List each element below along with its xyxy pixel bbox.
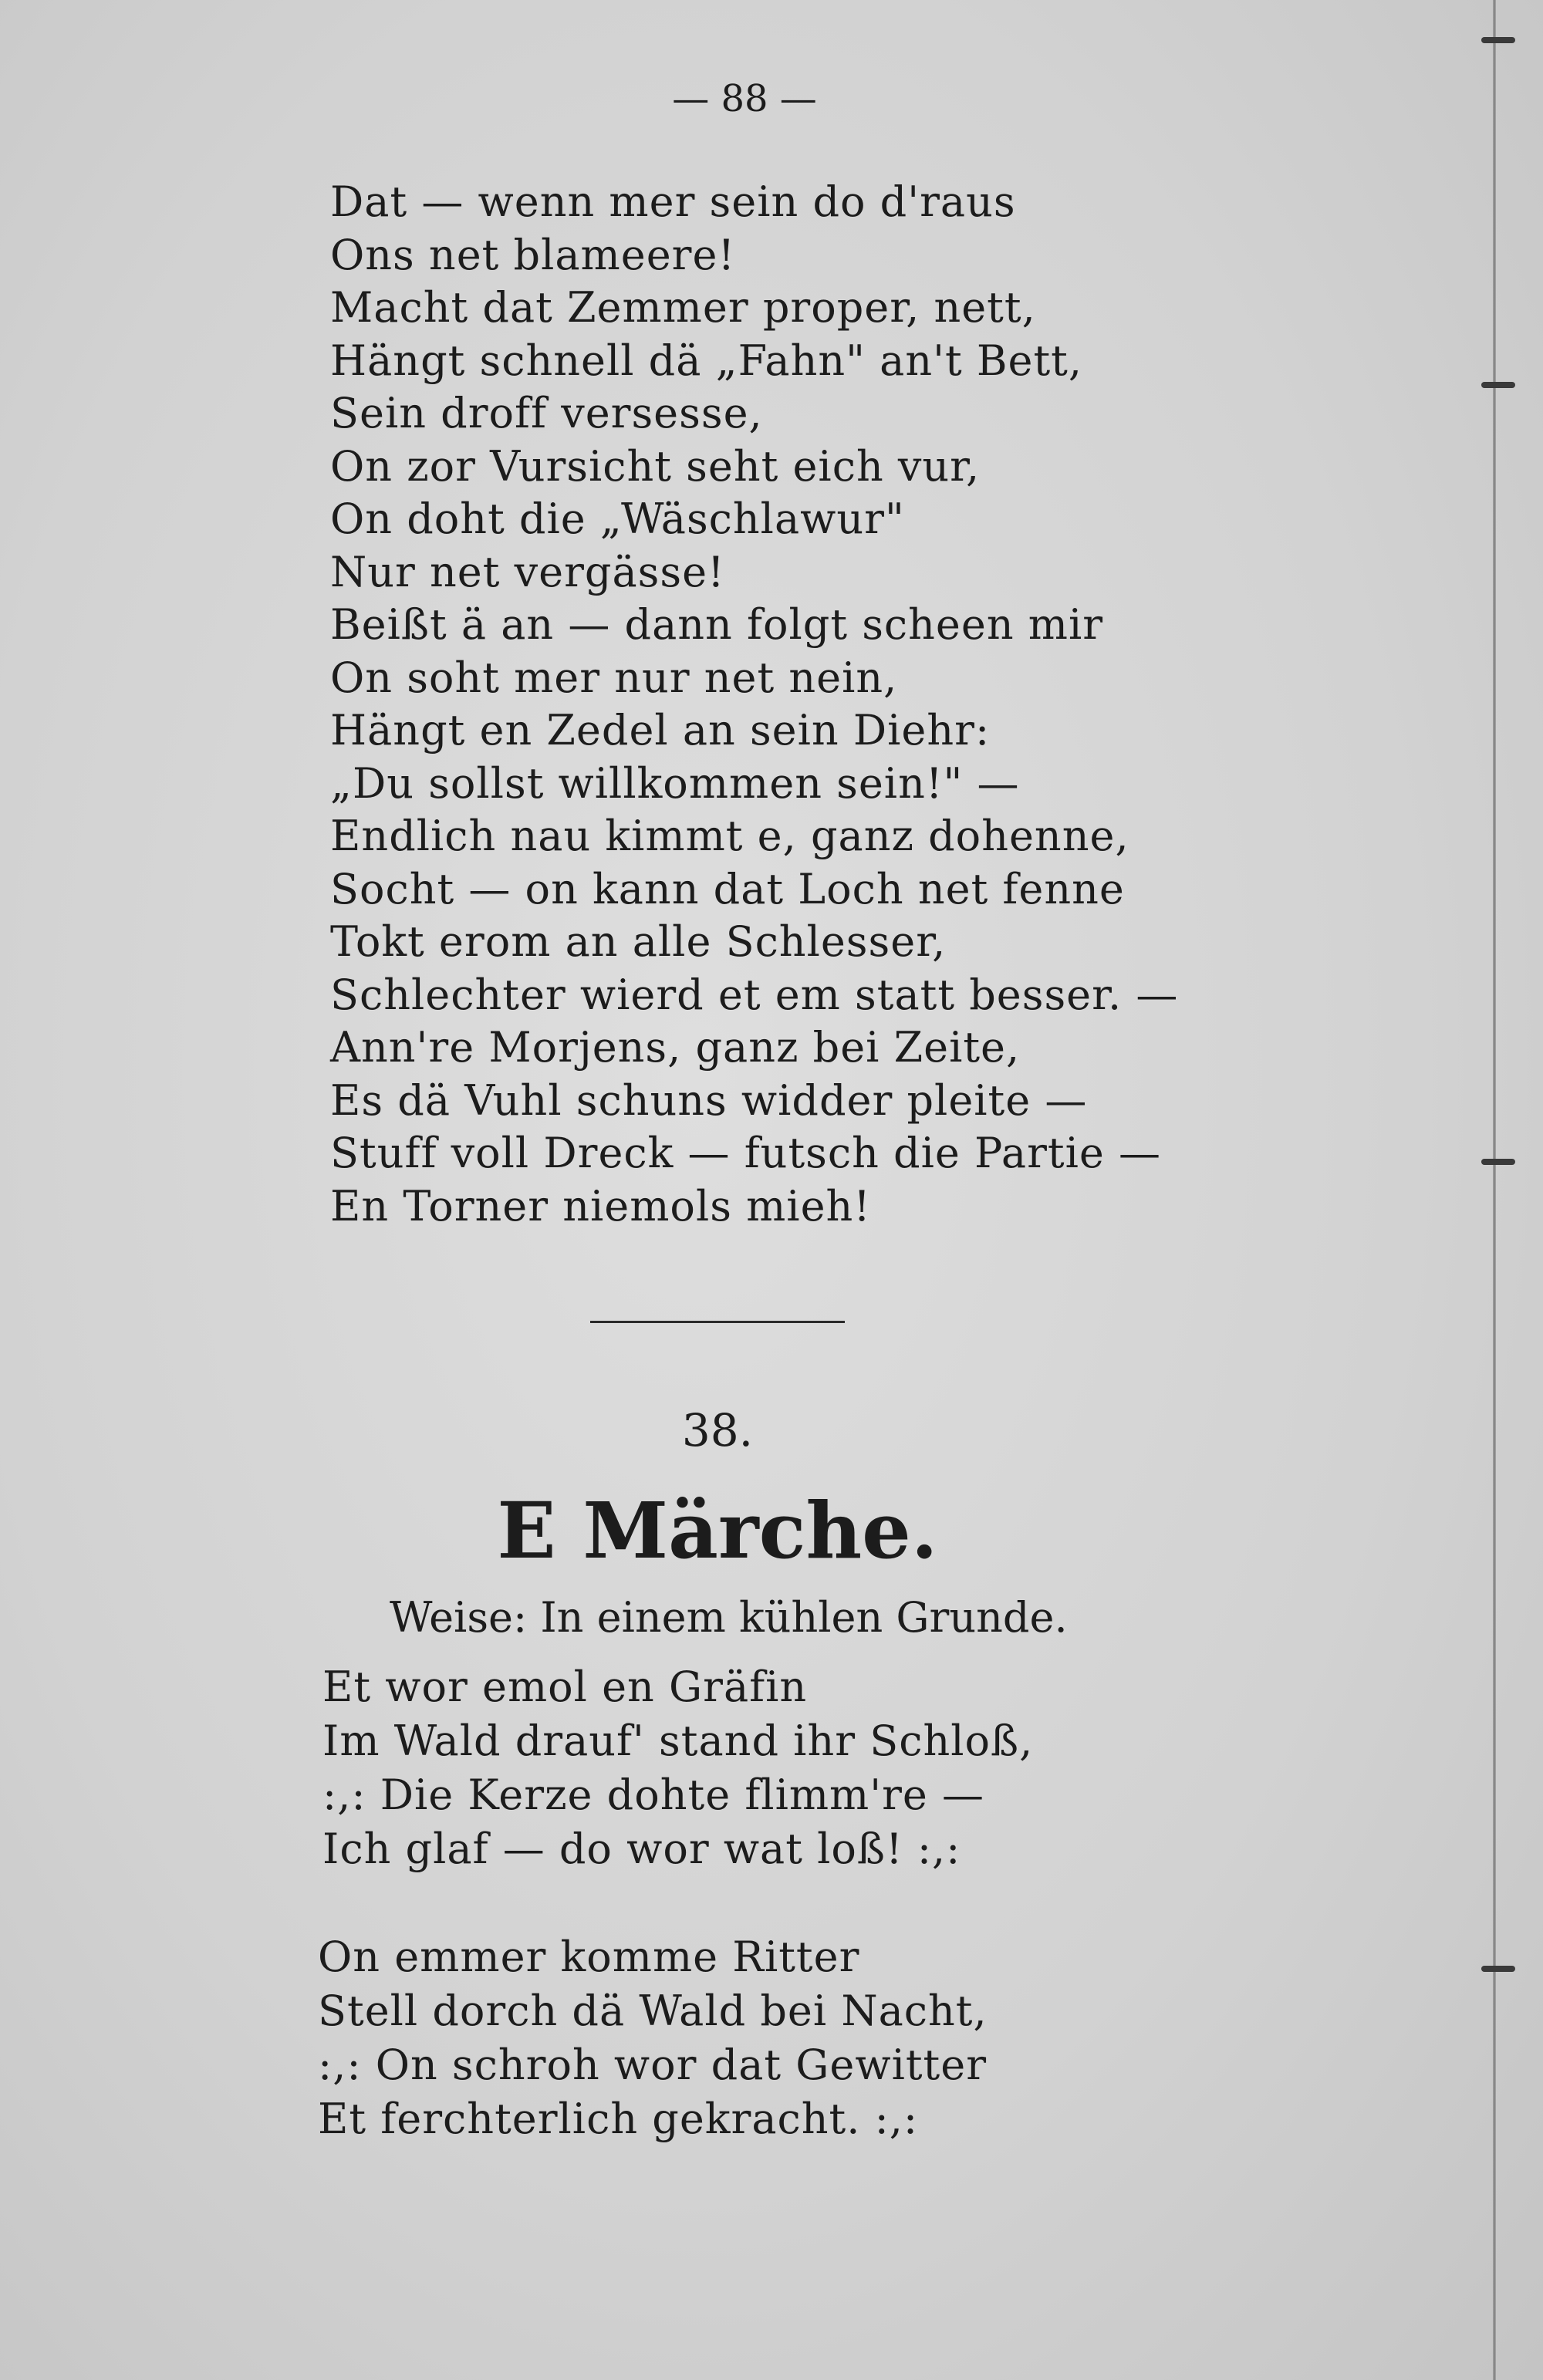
binding-stitch — [1481, 1159, 1515, 1165]
verse-line: Tokt erom an alle Schlesser, — [330, 917, 947, 966]
verse-line: „Du sollst willkommen sein!" — — [330, 758, 1020, 808]
verse-line: Endlich nau kimmt e, ganz dohenne, — [330, 812, 1129, 860]
verse-line: Hängt schnell dä „Fahn" an't Bett, — [330, 336, 1083, 385]
verse-line: On zor Vursicht seht eich vur, — [330, 441, 981, 491]
verse-line: Hängt en Zedel an sein Diehr: — [330, 706, 991, 755]
song-stanza-2 — [318, 1930, 988, 2146]
verse-line: Sein droff versesse, — [330, 389, 763, 437]
song-stanza-1 — [322, 1660, 1033, 1876]
verse-line: Stuff voll Dreck — futsch die Partie — — [330, 1129, 1162, 1177]
verse-line: On doht die „Wäschlawur" — [330, 495, 905, 543]
verse-line: En Torner niemols mieh! — [330, 1181, 872, 1231]
section-divider — [590, 1321, 845, 1323]
song-number: 38. — [681, 1404, 754, 1457]
verse-line: Im Wald drauf' stand ihr Schloß, — [322, 1717, 1034, 1765]
binding-stitch — [1481, 37, 1515, 43]
verse-line: On soht mer nur net nein, — [330, 653, 898, 702]
page-number: — 88 — — [672, 77, 817, 120]
verse-line: Es dä Vuhl schuns widder pleite — — [330, 1075, 1088, 1125]
verse-line: Ann're Morjens, ganz bei Zeite, — [330, 1023, 1021, 1072]
verse-line: Socht — on kann dat Loch net fenne — [330, 864, 1125, 913]
verse-line: Macht dat Zemmer proper, nett, — [330, 283, 1036, 332]
binding-edge — [1493, 0, 1496, 2380]
verse-line: Dat — wenn mer sein do d'raus — [330, 177, 1016, 226]
song-title: E Märche. — [497, 1485, 938, 1576]
binding-stitch — [1481, 1966, 1515, 1972]
verse-line: On emmer komme Ritter — [318, 1933, 860, 1981]
verse-line: :,: Die Kerze dohte flimm're — — [322, 1771, 985, 1819]
continued-stanza — [330, 176, 1178, 1233]
verse-line: Schlechter wierd et em statt besser. — — [330, 970, 1179, 1019]
verse-line: Beißt ä an — dann folgt scheen mir — [330, 600, 1104, 649]
verse-line: Et ferchterlich gekracht. :,: — [318, 2095, 919, 2143]
verse-line: Ich glaf — do wor wat loß! :,: — [322, 1825, 961, 1873]
verse-line: :,: On schroh wor dat Gewitter — [318, 2041, 988, 2089]
verse-line: Et wor emol en Gräfin — [322, 1663, 808, 1711]
verse-line: Stell dorch dä Wald bei Nacht, — [318, 1987, 988, 2035]
melody-note: Weise: In einem kühlen Grunde. — [390, 1593, 1068, 1642]
verse-line: Nur net vergässe! — [330, 547, 725, 596]
binding-stitch — [1481, 382, 1515, 388]
verse-line: Ons net blameere! — [330, 230, 736, 279]
